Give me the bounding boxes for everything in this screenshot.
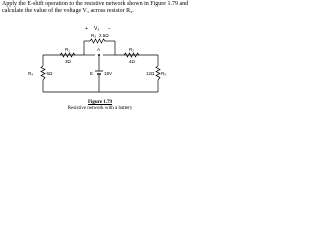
r5-value: 12Ω [146, 71, 155, 76]
source-value: 18V [104, 71, 113, 76]
r2-name: R₂ [129, 47, 134, 52]
figure-subtitle: Resistive network with a battery [67, 106, 133, 111]
r1-value: 3Ω [65, 59, 71, 64]
r4-value: 6Ω [46, 71, 53, 76]
node-a-label: A [97, 47, 101, 52]
top-terminal-plus: + [85, 26, 88, 32]
problem-statement: Apply the E-shift operation to the resistive network shown in Figure 1.79 and calculate the value of the voltage V₃ across resistor R₃. [2, 1, 189, 14]
resistor-r4 [41, 66, 45, 80]
node-a-dot [98, 54, 100, 56]
r3-name: R₃ [91, 33, 97, 38]
r5-name: R₅ [161, 71, 167, 76]
resistor-r3 [90, 39, 106, 43]
top-terminal-label: V₃ [94, 26, 100, 32]
source-name: E [90, 71, 94, 76]
r1-name: R₁ [65, 47, 70, 52]
r2-value: 4Ω [129, 59, 135, 64]
top-terminal-minus: − [108, 26, 111, 32]
resistor-r5 [156, 66, 160, 80]
figure-title: Figure 1.79 [87, 100, 113, 105]
r4-name: R₄ [28, 71, 34, 76]
r3-value: 2.5Ω [99, 33, 109, 38]
